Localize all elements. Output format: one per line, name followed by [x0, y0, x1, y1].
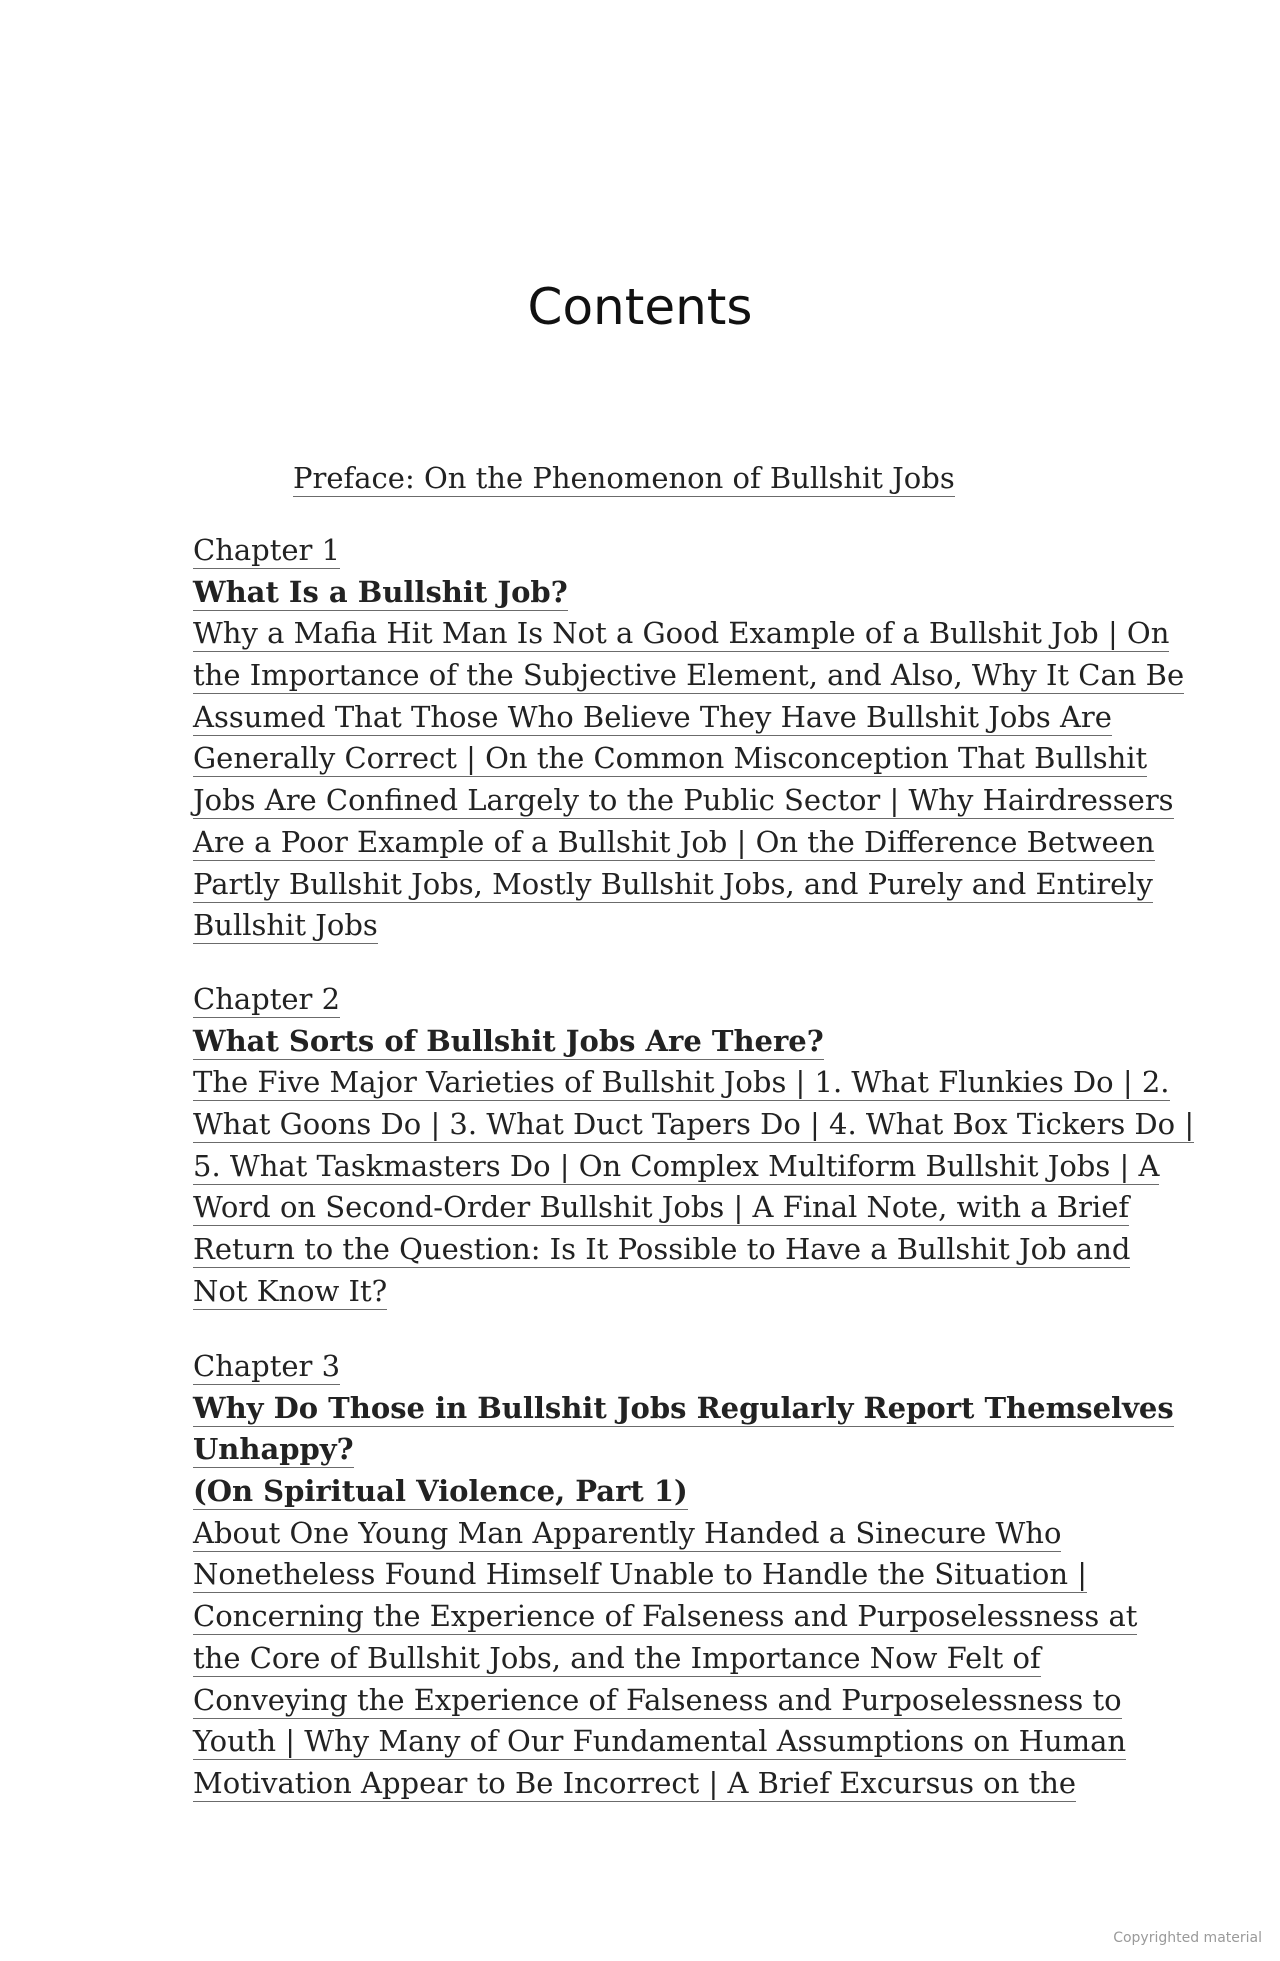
chapter-sections-line[interactable]: the Importance of the Subjective Element, and Also, Why It Can Be [193, 658, 1185, 693]
chapter-sections-line[interactable]: Are a Poor Example of a Bullshit Job | On the Difference Between [193, 824, 1155, 859]
chapter-1-entry [193, 530, 1193, 947]
preface-link[interactable]: Preface: On the Phenomenon of Bullshit Jobs [293, 461, 955, 495]
copyright-watermark: Copyrighted material [1113, 1930, 1262, 1946]
chapter-label[interactable]: Chapter 1 [193, 533, 341, 567]
chapter-title[interactable]: Why Do Those in Bullshit Jobs Regularly Report Themselves [193, 1390, 1174, 1425]
chapter-sections-line[interactable]: Concerning the Experience of Falseness and Purposelessness at [193, 1599, 1138, 1634]
chapter-sections-line[interactable]: Not Know It? [193, 1273, 388, 1308]
chapter-sections-line[interactable]: Why a Mafia Hit Man Is Not a Good Example of a Bullshit Job | On [193, 616, 1170, 651]
chapter-label[interactable]: Chapter 2 [193, 982, 341, 1016]
chapter-sections-line[interactable]: Word on Second-Order Bullshit Jobs | A Final Note, with a Brief [193, 1190, 1130, 1225]
chapter-sections-line[interactable]: Return to the Question: Is It Possible to Have a Bullshit Job and [193, 1232, 1131, 1267]
chapter-sections-line[interactable]: About One Young Man Apparently Handed a Sinecure Who [193, 1515, 1062, 1550]
chapter-sections-line[interactable]: Conveying the Experience of Falseness and Purposelessness to [193, 1682, 1122, 1717]
chapter-sections-line[interactable]: What Goons Do | 3. What Duct Tapers Do | 4. What Box Tickers Do | [193, 1107, 1195, 1142]
chapter-sections-line[interactable]: Bullshit Jobs [193, 908, 378, 943]
chapter-sections-line[interactable]: Partly Bullshit Jobs, Mostly Bullshit Jobs, and Purely and Entirely [193, 866, 1153, 901]
chapter-title[interactable]: What Is a Bullshit Job? [193, 574, 568, 609]
chapter-sections-line[interactable]: Motivation Appear to Be Incorrect | A Brief Excursus on the [193, 1765, 1077, 1800]
page-title: Contents [527, 278, 753, 336]
chapter-title[interactable]: Unhappy? [193, 1432, 354, 1467]
preface-entry[interactable] [293, 458, 955, 500]
chapter-sections-line[interactable]: Nonetheless Found Himself Unable to Handle the Situation | [193, 1557, 1088, 1592]
chapter-label[interactable]: Chapter 3 [193, 1349, 341, 1383]
chapter-sections-line[interactable]: Generally Correct | On the Common Misconception That Bullshit [193, 741, 1148, 776]
chapter-sections-line[interactable]: The Five Major Varieties of Bullshit Jobs | 1. What Flunkies Do | 2. [193, 1065, 1170, 1100]
chapter-title[interactable]: What Sorts of Bullshit Jobs Are There? [193, 1023, 824, 1058]
chapter-subtitle[interactable]: (On Spiritual Violence, Part 1) [193, 1474, 688, 1509]
chapter-3-entry [193, 1346, 1193, 1805]
chapter-sections-line[interactable]: Youth | Why Many of Our Fundamental Assumptions on Human [193, 1724, 1127, 1759]
chapter-sections-line[interactable]: 5. What Taskmasters Do | On Complex Multiform Bullshit Jobs | A [193, 1148, 1160, 1183]
chapter-sections-line[interactable]: the Core of Bullshit Jobs, and the Importance Now Felt of [193, 1640, 1041, 1675]
chapter-sections-line[interactable]: Assumed That Those Who Believe They Have Bullshit Jobs Are [193, 699, 1112, 734]
chapter-sections-line[interactable]: Jobs Are Confined Largely to the Public Sector | Why Hairdressers [193, 783, 1174, 818]
chapter-2-entry [193, 979, 1193, 1313]
